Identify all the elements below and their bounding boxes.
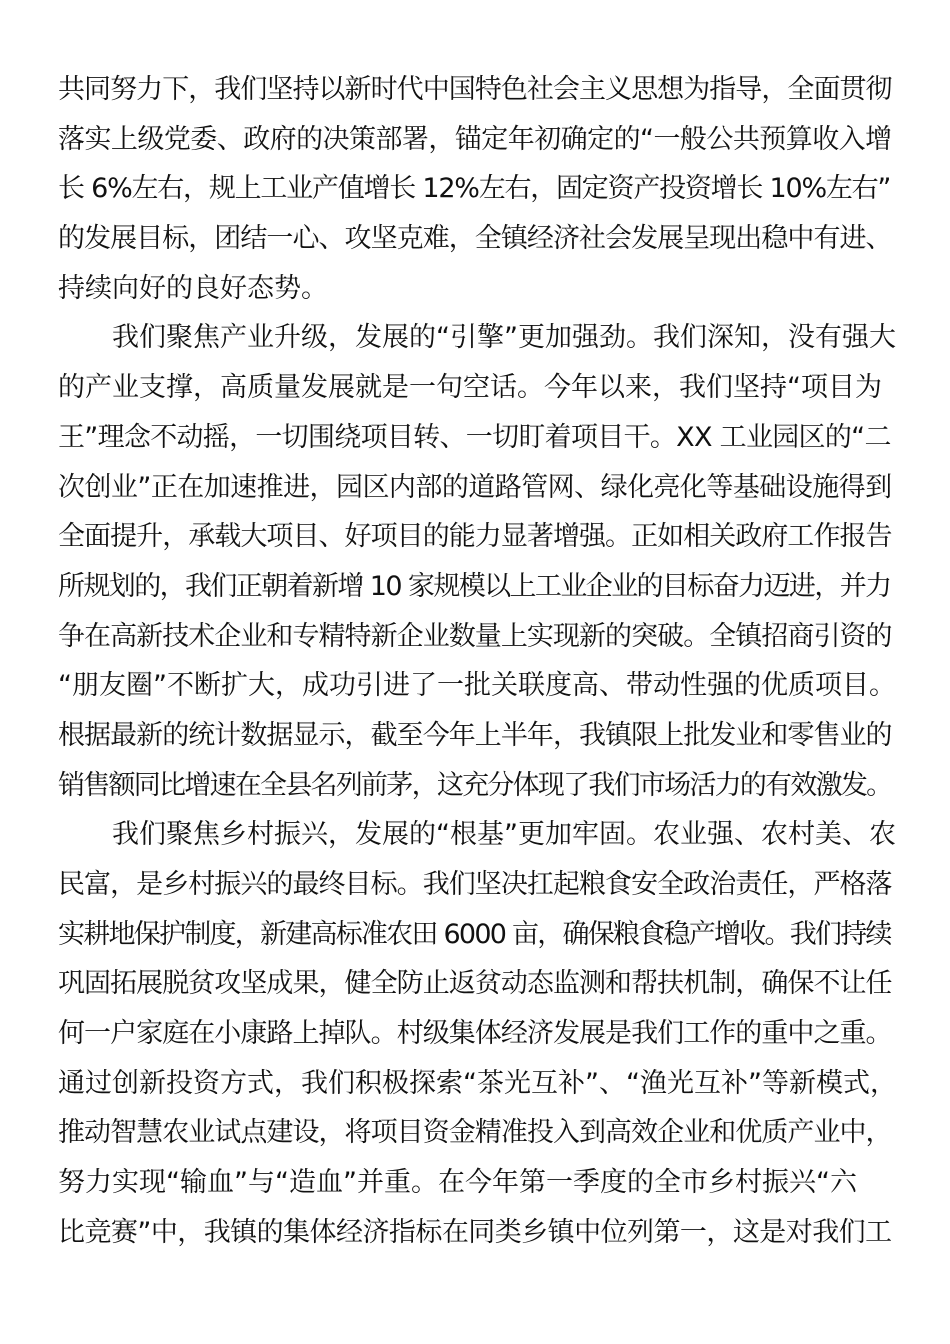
text-line: 销售额同比增速在全县名列前茅，这充分体现了我们市场活力的有效激发。 — [58, 769, 892, 801]
text-line: 持续向好的良好态势。 — [58, 272, 328, 304]
text-line: 通过创新投资方式，我们积极探索“茶光互补”、“渔光互补”等新模式， — [58, 1067, 897, 1099]
text-line: 所规划的，我们正朝着新增 10 家规模以上工业企业的目标奋力迈进，并力 — [58, 570, 891, 602]
text-line: 王”理念不动摇，一切围绕项目转、一切盯着项目干。XX 工业园区的“二 — [58, 421, 891, 453]
text-line: 共同努力下，我们坚持以新时代中国特色社会主义思想为指导，全面贯彻 — [58, 74, 892, 105]
text-line: 次创业”正在加速推进，园区内部的道路管网、绿化亮化等基础设施得到 — [58, 471, 892, 503]
text-line: 长 6%左右，规上工业产值增长 12%左右，固定资产投资增长 10%左右” — [58, 173, 891, 205]
text-line: 的发展目标，团结一心、攻坚克难，全镇经济社会发展呈现出稳中有进、 — [58, 223, 892, 255]
text-line: 何一户家庭在小康路上掉队。村级集体经济发展是我们工作的重中之重。 — [58, 1018, 892, 1050]
text-line: 努力实现“输血”与“造血”并重。在今年第一季度的全市乡村振兴“六 — [58, 1167, 857, 1199]
text-line: 根据最新的统计数据显示，截至今年上半年，我镇限上批发业和零售业的 — [58, 719, 892, 751]
text-line: 推动智慧农业试点建设，将项目资金精准投入到高效企业和优质产业中， — [58, 1117, 892, 1149]
text-line: 比竞赛”中，我镇的集体经济指标在同类乡镇中位列第一，这是对我们工 — [58, 1216, 892, 1248]
paragraph-first-line: 我们聚焦产业升级，发展的“引擎”更加强劲。我们深知，没有强大 — [112, 322, 896, 354]
text-line: 实耕地保护制度，新建高标准农田 6000 亩，确保粮食稳产增收。我们持续 — [58, 918, 891, 950]
text-line: 民富，是乡村振兴的最终目标。我们坚决扛起粮食安全政治责任，严格落 — [58, 869, 892, 900]
text-line: 落实上级党委、政府的决策部署，锚定年初确定的“一般公共预算收入增 — [58, 123, 892, 155]
text-line: 的产业支撑，高质量发展就是一句空话。今年以来，我们坚持“项目为 — [58, 372, 882, 404]
text-line: “朋友圈”不断扩大，成功引进了一批关联度高、带动性强的优质项目。 — [58, 670, 896, 702]
text-line: 争在高新技术企业和专精特新企业数量上实现新的突破。全镇招商引资的 — [58, 620, 892, 652]
paragraph-first-line: 我们聚焦乡村振兴，发展的“根基”更加牢固。农业强、农村美、农 — [112, 819, 896, 851]
body-text — [58, 65, 898, 1258]
text-line: 巩固拓展脱贫攻坚成果，健全防止返贫动态监测和帮扶机制，确保不让任 — [58, 968, 892, 1000]
text-line: 全面提升，承载大项目、好项目的能力显著增强。正如相关政府工作报告 — [58, 521, 892, 553]
